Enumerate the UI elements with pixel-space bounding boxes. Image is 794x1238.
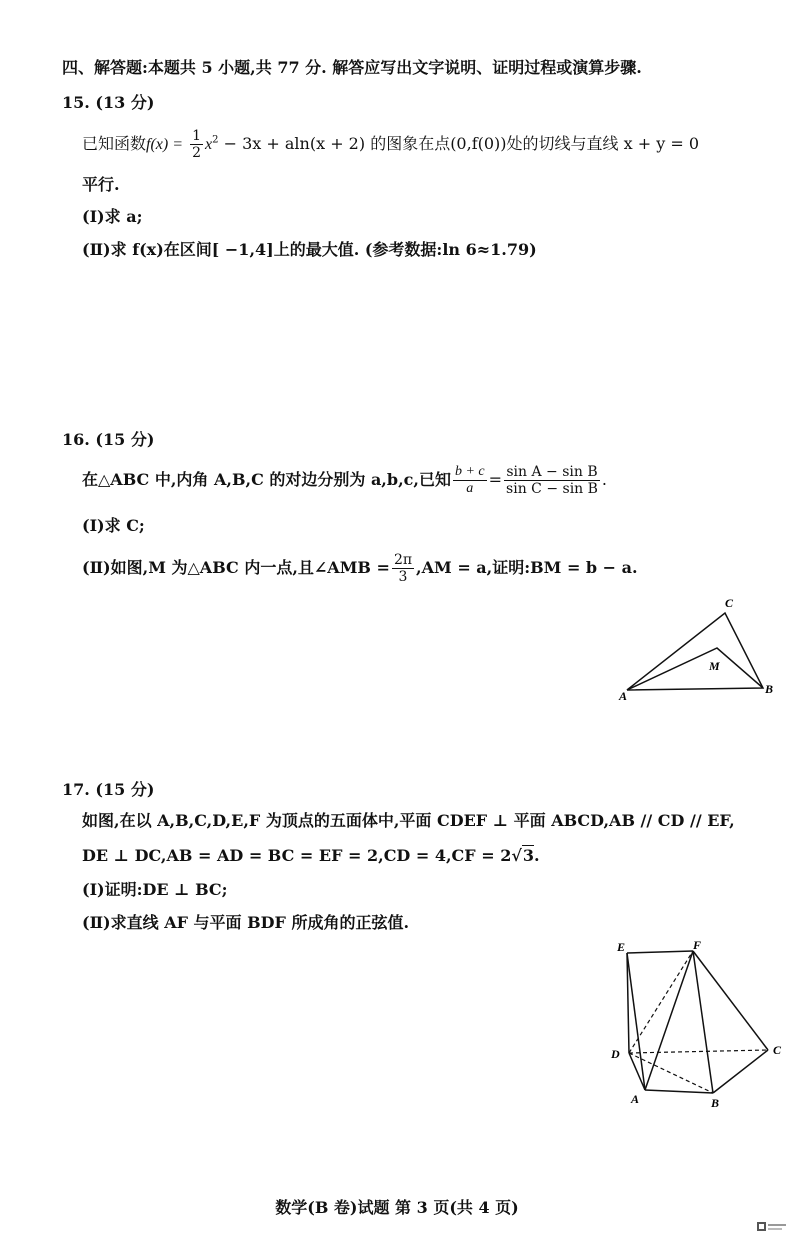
q15-stem-a: 已知函数 [82,134,147,153]
q17-label-e: E [617,940,626,954]
q17-stem-2a: DE ⊥ DC,AB = AD = BC = EF = 2,CD = 4,CF = 2 [82,846,512,865]
q16-label-b: B [765,682,774,696]
qr-watermark-icon [757,1222,787,1232]
q17-stem-2: DE ⊥ DC,AB = AD = BC = EF = 2,CD = 4,CF = 2√3. [82,846,540,865]
q17-stem-1: 如图,在以 A,B,C,D,E,F 为顶点的五面体中,平面 CDEF ⊥ 平面 ABCD,AB // CD // EF, [82,811,735,830]
q17-number: 17. (15 分) [62,780,155,799]
q16-segments-am-mb [627,648,763,690]
q17-stem-2b: . [533,846,540,865]
q16-number: 16. (15 分) [62,430,155,449]
q15-number: 15. (13 分) [62,93,155,112]
q15-stem-cont: 平行. [82,175,120,194]
q16-part1: (Ⅰ)求 C; [82,516,145,535]
q15-fx: f(x) = [146,136,184,153]
q16-equals: = [488,470,503,489]
page-footer: 数学(B 卷)试题 第 3 页(共 4 页) [275,1198,519,1217]
q15-stem-b: x [205,136,213,153]
q16-end: . [601,470,608,489]
q17-label-d: D [611,1047,620,1061]
q16-label-m: M [709,659,720,673]
q16-triangle-abc [627,613,763,690]
q16-fraction-1: $\frac{b + c}{a}$ [454,464,485,496]
q15-sup: 2 [212,134,219,146]
q17-label-b: B [711,1096,720,1110]
q17-label-c: C [773,1043,782,1057]
q16-stem [82,462,607,498]
q16-label-c: C [725,596,734,610]
q16-fraction-2: $\frac{\text{sin A − sin B}}{\text{sin C − sin B}}$ [506,464,598,497]
q16-part2-a: (Ⅱ)如图,M 为△ABC 内一点,且∠AMB = [82,558,390,577]
q16-part2-b: ,AM = a,证明:BM = b − a. [416,558,638,577]
q17-part2: (Ⅱ)求直线 AF 与平面 BDF 所成角的正弦值. [82,913,410,932]
q15-stem [82,128,699,161]
q17-label-a: A [631,1092,640,1106]
q17-part1: (Ⅰ)证明:DE ⊥ BC; [82,880,228,899]
q16-triangle-figure [615,595,785,705]
q17-label-f: F [693,938,702,952]
q15-part2: (Ⅱ)求 f(x)在区间[ −1,4]上的最大值. (参考数据:ln 6≈1.79) [82,240,537,259]
q16-stem-a: 在△ABC 中,内角 A,B,C 的对边分别为 a,b,c,已知 [82,470,451,489]
q16-label-a: A [619,689,628,703]
q16-part2 [82,550,638,586]
q15-stem-c: − 3x + aln(x + 2) 的图象在点(0,f(0))处的切线与直线 x + y = 0 [218,134,700,153]
section-header: 四、解答题:本题共 5 小题,共 77 分. 解答应写出文字说明、证明过程或演算步骤. [62,58,642,77]
q16-angle-fraction: $\frac{2\pi}{3}$ [393,552,413,585]
q17-pentahedron-figure [605,935,790,1115]
q15-part1: (Ⅰ)求 a; [82,207,143,226]
q15-fraction: $\frac{1}{2}$ [192,128,202,161]
q17-sqrt: 3 [522,846,534,865]
